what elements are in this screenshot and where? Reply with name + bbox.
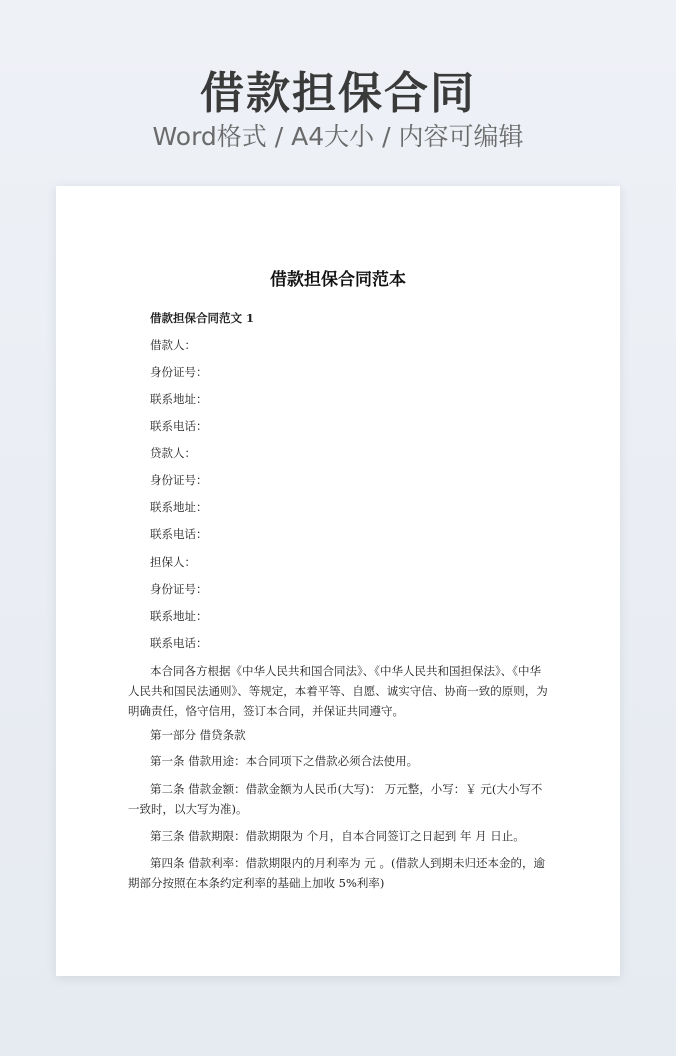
guarantor-address-label: 联系地址： bbox=[150, 609, 208, 623]
borrower-address-label: 联系地址： bbox=[150, 392, 208, 406]
article-2: 第二条 借款金额：借款金额为人民币(大写)： 万元整，小写：￥ 元(大小写不一致时，以大写为准)。 bbox=[128, 782, 543, 816]
banner-title: 借款担保合同 bbox=[200, 68, 476, 119]
preamble-paragraph: 本合同各方根据《中华人民共和国合同法》、《中华人民共和国担保法》、《中华人民共和国民法通则》、等规定，本着平等、自愿、诚实守信、协商一致的原则，为明确责任，恪守信用，签订本合同，并保证共同遵守。 bbox=[128, 664, 548, 718]
borrower-id-label: 身份证号： bbox=[150, 365, 208, 379]
lender-label: 贷款人： bbox=[150, 446, 196, 460]
lender-phone-label: 联系电话： bbox=[150, 527, 208, 541]
article-3: 第三条 借款期限：借款期限为 个月，自本合同签订之日起到 年 月 日止。 bbox=[150, 829, 525, 843]
lender-id-label: 身份证号： bbox=[150, 473, 208, 487]
document-page bbox=[56, 186, 620, 976]
lender-address-label: 联系地址： bbox=[150, 500, 208, 514]
section-label: 借款担保合同范文 1 bbox=[150, 311, 255, 325]
guarantor-phone-label: 联系电话： bbox=[150, 636, 208, 650]
borrower-label: 借款人： bbox=[150, 338, 196, 352]
article-4: 第四条 借款利率：借款期限内的月利率为 元 。(借款人到期未归还本金的，逾期部分按照在本条约定利率的基础上加收 5%利率) bbox=[128, 856, 545, 890]
guarantor-label: 担保人： bbox=[150, 555, 196, 569]
borrower-phone-label: 联系电话： bbox=[150, 419, 208, 433]
banner-subtitle: Word格式 / A4大小 / 内容可编辑 bbox=[152, 122, 524, 151]
document-title: 借款担保合同范本 bbox=[270, 270, 406, 290]
part1-heading: 第一部分 借贷条款 bbox=[150, 728, 246, 742]
article-1: 第一条 借款用途：本合同项下之借款必须合法使用。 bbox=[150, 754, 419, 768]
guarantor-id-label: 身份证号： bbox=[150, 582, 208, 596]
